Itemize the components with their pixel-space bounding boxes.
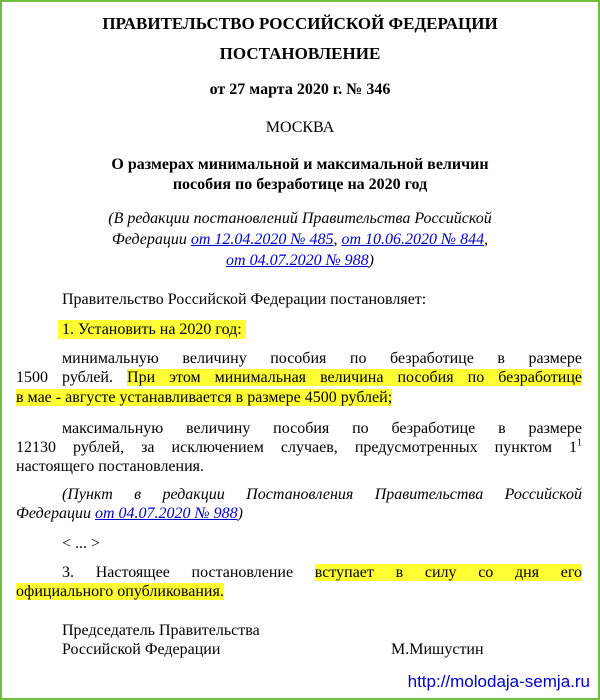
min-line-3 [16,388,392,408]
ellipsis: < ... > [62,535,101,552]
date-number: от 27 марта 2020 г. № 346 [209,81,391,98]
revision-line-1: (В редакции постановлений Правительства Российской [108,210,492,227]
max-line-1: максимальную величину пособия по безработице в размере [62,420,582,437]
watermark-url[interactable]: http://molodaja-semja.ru [407,672,590,691]
min-line-2: 1500 рублей. При этом минимальная величина пособия по безработице [16,369,583,386]
min-highlight-1: При этом минимальная величина пособия по безработице [127,369,583,386]
min-highlight-2: в мае - августе устанавливается в размере 4500 рублей; [16,389,393,406]
revision-link-988[interactable]: от 04.07.2020 № 988 [226,252,369,269]
doc-type-heading: ПОСТАНОВЛЕНИЕ [219,44,381,63]
title-line-1: О размерах минимальной и максимальной величин [111,156,489,173]
revision-link-485[interactable]: от 12.04.2020 № 485 [190,231,334,248]
item-3-line-1: 3. Настоящее постановление вступает в силу со дня его [62,564,583,581]
signature-position-1: Председатель Правительства [62,622,260,639]
signature-position-2: Российской Федерации [62,641,221,658]
revision-link-844[interactable]: от 10.06.2020 № 844 [341,231,485,248]
title-line-2: пособия по безработице на 2020 год [172,176,428,193]
note-link-988[interactable]: от 04.07.2020 № 988 [94,505,238,522]
max-superscript: 1 [577,437,582,449]
government-heading: ПРАВИТЕЛЬСТВО РОССИЙСКОЙ ФЕДЕРАЦИИ [102,14,498,33]
intro-text: Правительство Российской Федерации постановляет: [62,291,427,308]
item-1 [58,320,246,340]
min-line-1: минимальную величину пособия по безработице в размере [62,350,582,367]
signature-name: М.Мишустин [391,641,484,658]
revision-line-3: от 04.07.2020 № 988) [226,252,374,269]
item-3-highlight-1: вступает в силу со дня его [314,564,583,581]
revision-line-2: Федерации от 12.04.2020 № 485, от 10.06.2020 № 844, [111,231,489,248]
city: МОСКВА [265,119,335,136]
note-line-2: Федерации от 04.07.2020 № 988) [16,505,243,522]
item-1-highlight: 1. Установить на 2020 год: [58,320,246,339]
max-line-3: настоящего постановления. [16,458,205,475]
item-3-highlight-2: официального опубликования. [16,583,224,600]
revision-prefix: Федерации [111,231,187,248]
note-line-1: (Пункт в редакции Постановления Правительства Российской [62,486,582,503]
item-3-line-2 [16,582,224,602]
max-line-2: 12130 рублей, за исключением случаев, предусмотренных пунктом $1^1$ [16,437,582,456]
